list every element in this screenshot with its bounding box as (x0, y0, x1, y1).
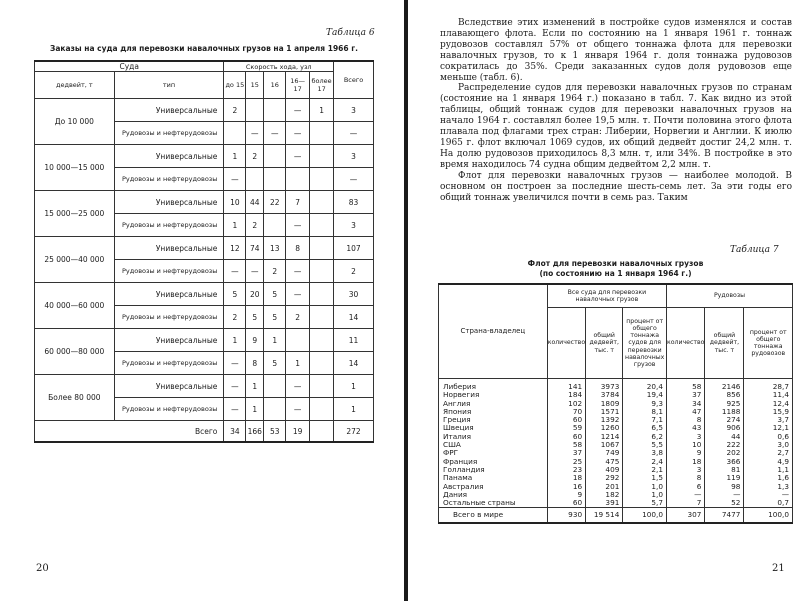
header-speed-5: более 17 (310, 72, 334, 99)
value-cell: 18 (547, 474, 585, 482)
value-cell: 1,3 (744, 483, 793, 491)
header-total: Всего (334, 61, 374, 99)
value-cell: 0,7 (744, 499, 793, 508)
total-cell: 3 (334, 214, 374, 237)
right-page (408, 0, 812, 601)
value-cell: 43 (666, 424, 704, 432)
total-value: 100,0 (623, 508, 667, 524)
type-cell: Универсальные (114, 237, 224, 260)
total-label: Всего в мире (439, 508, 548, 524)
value-cell: — (224, 398, 246, 421)
value-cell: 58 (547, 441, 585, 449)
table-row (35, 375, 374, 398)
value-cell: 5 (224, 283, 246, 306)
value-cell: 292 (586, 474, 623, 482)
value-cell: 141 (547, 379, 585, 392)
type-cell: Рудовозы и нефтерудовозы (114, 168, 224, 191)
page-number-left: 20 (36, 563, 49, 574)
value-cell (310, 214, 334, 237)
value-cell: 7,1 (623, 416, 667, 424)
paragraph: Флот для перевозки навалочных грузов — наиболее молодой. В основном он построен за последние шесть-семь лет. За эти годы его общий тоннаж увеличился почти в семь раз. Таким (440, 170, 792, 203)
value-cell: 475 (586, 458, 623, 466)
value-cell: 11,4 (744, 391, 793, 399)
header-ore-carriers: Рудовозы (666, 284, 792, 308)
value-cell (310, 145, 334, 168)
header-country: Страна-владелец (439, 284, 548, 379)
paragraph: Распределение судов для перевозки навалочных грузов по странам (состояние на 1 января 1964 г.) показано в табл. 7. Как видно из этой таблицы, общий тоннаж судов для перевозки навалочных грузов на начало 1964 г. составлял более 19,5 млн. т. Почти половина этого флота плавала под флагами трех стран: Либерии, Норвегии и Англии. К июлю 1965 г. флот включал 1069 судов, их общий дедвейт достиг 24,2 млн. т. На долю рудовозов приходилось 8,3 млн. т, или 34%. В постройке в это время находилось 74 судна общим дедвейтом 2,2 млн. т. (440, 83, 792, 170)
value-cell: 925 (705, 400, 744, 408)
table-row (35, 329, 374, 352)
value-cell: 3973 (586, 379, 623, 392)
value-cell: — (224, 375, 246, 398)
value-cell: 1 (246, 398, 264, 421)
header-speed-4: 16—17 (286, 72, 310, 99)
value-cell: 2,4 (623, 458, 667, 466)
type-cell: Рудовозы и нефтерудовозы (114, 260, 224, 283)
value-cell: 1067 (586, 441, 623, 449)
value-cell: 5 (246, 306, 264, 329)
value-cell: 37 (666, 391, 704, 399)
type-cell: Универсальные (114, 191, 224, 214)
value-cell (264, 99, 286, 122)
value-cell (310, 168, 334, 191)
value-cell: 2,7 (744, 449, 793, 457)
value-cell: 6 (666, 483, 704, 491)
value-cell: 1 (224, 329, 246, 352)
header-dwt: дедвейт, т (35, 72, 115, 99)
value-cell: 5 (264, 352, 286, 375)
table-7-title-line2: (по состоянию на 1 января 1964 г.) (539, 269, 692, 278)
value-cell: 20 (246, 283, 264, 306)
header-speed-2: 15 (246, 72, 264, 99)
total-cell: 14 (334, 306, 374, 329)
value-cell: 1 (264, 329, 286, 352)
total-value: 34 (224, 421, 246, 443)
header-ore-dwt: общий дедвейт, тыс. т (705, 308, 744, 379)
value-cell: 98 (705, 483, 744, 491)
value-cell: 4,9 (744, 458, 793, 466)
total-value: 19 (286, 421, 310, 443)
dwt-cell: До 10 000 (35, 99, 115, 145)
total-value: 7477 (705, 508, 744, 524)
value-cell: — (286, 260, 310, 283)
paragraph: Вследствие этих изменений в постройке судов изменялся и состав плавающего флота. Если по состоянию на 1 января 1961 г. тоннаж рудовозов составлял 57% от общего тоннажа флота для перевозки навалочных грузов, то к 1 января 1964 г. доля тоннажа рудовозов сократилась до 35%. Среди заказанных судов доля рудовозов еще меньше (табл. 6). (440, 18, 792, 83)
header-all-ships: Все суда для перевозки навалочных грузов (547, 284, 666, 308)
value-cell: 7 (666, 499, 704, 508)
value-cell: 16 (547, 483, 585, 491)
table-6 (34, 60, 374, 443)
type-cell: Универсальные (114, 145, 224, 168)
value-cell: 1 (286, 352, 310, 375)
value-cell (310, 329, 334, 352)
value-cell: 102 (547, 400, 585, 408)
value-cell: 74 (246, 237, 264, 260)
value-cell: 58 (666, 379, 704, 392)
value-cell: 391 (586, 499, 623, 508)
total-value: 100,0 (744, 508, 793, 524)
value-cell (310, 237, 334, 260)
value-cell: — (246, 260, 264, 283)
value-cell: 20,4 (623, 379, 667, 392)
value-cell: 81 (705, 466, 744, 474)
value-cell (310, 260, 334, 283)
value-cell: — (264, 122, 286, 145)
country-cell: США (439, 441, 548, 449)
value-cell: 2 (224, 99, 246, 122)
country-cell: Австралия (439, 483, 548, 491)
table-row (439, 499, 793, 508)
country-cell: Япония (439, 408, 548, 416)
left-page (0, 0, 404, 601)
value-cell: 906 (705, 424, 744, 432)
dwt-cell: 60 000—80 000 (35, 329, 115, 375)
table-row (35, 99, 374, 122)
total-label: Всего (35, 421, 224, 443)
country-cell: Греция (439, 416, 548, 424)
value-cell: 10 (224, 191, 246, 214)
value-cell (264, 375, 286, 398)
type-cell: Универсальные (114, 375, 224, 398)
value-cell: 1 (224, 145, 246, 168)
value-cell: 7 (286, 191, 310, 214)
value-cell: 60 (547, 499, 585, 508)
total-value: 307 (666, 508, 704, 524)
table-7-number: Таблица 7 (730, 245, 779, 255)
value-cell: — (224, 260, 246, 283)
value-cell: 1260 (586, 424, 623, 432)
value-cell: 18 (666, 458, 704, 466)
value-cell (246, 99, 264, 122)
value-cell: 1809 (586, 400, 623, 408)
total-value: 166 (246, 421, 264, 443)
total-cell: 14 (334, 352, 374, 375)
value-cell (264, 168, 286, 191)
value-cell: 5,7 (623, 499, 667, 508)
value-cell: 1,0 (623, 483, 667, 491)
value-cell: — (286, 398, 310, 421)
table-6-title: Заказы на суда для перевозки навалочных грузов на 1 апреля 1966 г. (50, 44, 358, 53)
value-cell: 23 (547, 466, 585, 474)
header-dwt: общий дедвейт, тыс. т (586, 308, 623, 379)
total-row (35, 421, 374, 443)
value-cell: 201 (586, 483, 623, 491)
value-cell (310, 375, 334, 398)
total-cell: 3 (334, 145, 374, 168)
value-cell: 28,7 (744, 379, 793, 392)
value-cell: — (224, 168, 246, 191)
value-cell: 12,4 (744, 400, 793, 408)
value-cell: 9 (547, 491, 585, 499)
value-cell: — (666, 491, 704, 499)
country-cell: Панама (439, 474, 548, 482)
country-cell: Норвегия (439, 391, 548, 399)
value-cell (264, 214, 286, 237)
type-cell: Рудовозы и нефтерудовозы (114, 122, 224, 145)
table-7-title-line1: Флот для перевозки навалочных грузов (527, 259, 704, 268)
value-cell: 182 (586, 491, 623, 499)
value-cell: 3,0 (744, 441, 793, 449)
value-cell: 1 (310, 99, 334, 122)
value-cell (264, 145, 286, 168)
country-cell: ФРГ (439, 449, 548, 457)
country-cell: Голландия (439, 466, 548, 474)
country-cell: Франция (439, 458, 548, 466)
value-cell: 9 (666, 449, 704, 457)
dwt-cell: Более 80 000 (35, 375, 115, 421)
total-value: 19 514 (586, 508, 623, 524)
value-cell: 34 (666, 400, 704, 408)
value-cell: 202 (705, 449, 744, 457)
dwt-cell: 10 000—15 000 (35, 145, 115, 191)
dwt-cell: 40 000—60 000 (35, 283, 115, 329)
header-speed-1: до 15 (224, 72, 246, 99)
header-ships: Суда (35, 61, 224, 72)
value-cell: 222 (705, 441, 744, 449)
value-cell: 5 (264, 306, 286, 329)
table-row (35, 191, 374, 214)
table-6-number: Таблица 6 (326, 28, 375, 38)
value-cell: 60 (547, 416, 585, 424)
value-cell: 8 (246, 352, 264, 375)
header-speed: Скорость хода, узл (224, 61, 334, 72)
total-cell: 2 (334, 260, 374, 283)
type-cell: Универсальные (114, 329, 224, 352)
value-cell: 3784 (586, 391, 623, 399)
value-cell: 19,4 (623, 391, 667, 399)
value-cell: 366 (705, 458, 744, 466)
total-value: 272 (334, 421, 374, 443)
value-cell: 47 (666, 408, 704, 416)
value-cell: — (224, 352, 246, 375)
value-cell (310, 352, 334, 375)
total-cell: 3 (334, 99, 374, 122)
value-cell: 3 (666, 433, 704, 441)
value-cell: 1571 (586, 408, 623, 416)
value-cell: 13 (264, 237, 286, 260)
total-cell: 11 (334, 329, 374, 352)
value-cell: 2 (264, 260, 286, 283)
value-cell: 2 (246, 145, 264, 168)
value-cell: 8 (666, 474, 704, 482)
value-cell: 184 (547, 391, 585, 399)
value-cell: 1,1 (744, 466, 793, 474)
value-cell: 1 (246, 375, 264, 398)
country-cell: Италия (439, 433, 548, 441)
dwt-cell: 25 000—40 000 (35, 237, 115, 283)
total-row (439, 508, 793, 524)
value-cell (224, 122, 246, 145)
total-cell: 107 (334, 237, 374, 260)
value-cell: 44 (246, 191, 264, 214)
total-value (310, 421, 334, 443)
total-cell: 1 (334, 398, 374, 421)
value-cell: 1,6 (744, 474, 793, 482)
total-cell: 30 (334, 283, 374, 306)
value-cell: 749 (586, 449, 623, 457)
header-ore-qty: количество (666, 308, 704, 379)
value-cell: 5 (264, 283, 286, 306)
value-cell: — (246, 122, 264, 145)
dwt-cell: 15 000—25 000 (35, 191, 115, 237)
body-text (440, 18, 792, 203)
value-cell: 70 (547, 408, 585, 416)
value-cell: 10 (666, 441, 704, 449)
value-cell: 2 (286, 306, 310, 329)
value-cell: 9 (246, 329, 264, 352)
header-type: тип (114, 72, 224, 99)
type-cell: Рудовозы и нефтерудовозы (114, 214, 224, 237)
value-cell (246, 168, 264, 191)
value-cell: — (286, 145, 310, 168)
value-cell (310, 122, 334, 145)
value-cell: 1,5 (623, 474, 667, 482)
value-cell: — (286, 283, 310, 306)
value-cell (286, 168, 310, 191)
value-cell: 2146 (705, 379, 744, 392)
total-cell: — (334, 168, 374, 191)
value-cell: 3,7 (744, 416, 793, 424)
header-speed-3: 16 (264, 72, 286, 99)
value-cell (310, 191, 334, 214)
type-cell: Универсальные (114, 99, 224, 122)
header-pct: процент от общего тоннажа судов для перевозки навалочных грузов (623, 308, 667, 379)
value-cell: 3 (666, 466, 704, 474)
value-cell: 1392 (586, 416, 623, 424)
country-cell: Остальные страны (439, 499, 548, 508)
value-cell: 37 (547, 449, 585, 457)
value-cell: 1 (224, 214, 246, 237)
value-cell: 1214 (586, 433, 623, 441)
value-cell: 1188 (705, 408, 744, 416)
country-cell: Либерия (439, 379, 548, 392)
value-cell: 22 (264, 191, 286, 214)
value-cell: 6,2 (623, 433, 667, 441)
country-cell: Дания (439, 491, 548, 499)
type-cell: Рудовозы и нефтерудовозы (114, 306, 224, 329)
total-cell: — (334, 122, 374, 145)
table-row (35, 145, 374, 168)
value-cell: — (286, 122, 310, 145)
country-cell: Швеция (439, 424, 548, 432)
value-cell: 52 (705, 499, 744, 508)
value-cell: — (286, 375, 310, 398)
type-cell: Универсальные (114, 283, 224, 306)
value-cell: 2 (224, 306, 246, 329)
value-cell: — (705, 491, 744, 499)
header-qty: количество (547, 308, 585, 379)
total-value: 930 (547, 508, 585, 524)
type-cell: Рудовозы и нефтерудовозы (114, 398, 224, 421)
country-cell: Англия (439, 400, 548, 408)
total-cell: 1 (334, 375, 374, 398)
value-cell: — (744, 491, 793, 499)
value-cell: 6,5 (623, 424, 667, 432)
value-cell: 25 (547, 458, 585, 466)
value-cell: 59 (547, 424, 585, 432)
value-cell: 44 (705, 433, 744, 441)
value-cell: 0,6 (744, 433, 793, 441)
value-cell: 9,3 (623, 400, 667, 408)
header-ore-pct: процент от общего тоннажа рудовозов (744, 308, 793, 379)
value-cell: 12,1 (744, 424, 793, 432)
value-cell: 1,0 (623, 491, 667, 499)
value-cell (310, 398, 334, 421)
value-cell: — (286, 99, 310, 122)
page-number-right: 21 (772, 563, 785, 574)
total-value: 53 (264, 421, 286, 443)
value-cell: 2 (246, 214, 264, 237)
value-cell: 15,9 (744, 408, 793, 416)
table-row (35, 237, 374, 260)
value-cell: 8 (286, 237, 310, 260)
value-cell: 5,5 (623, 441, 667, 449)
value-cell: 119 (705, 474, 744, 482)
value-cell (286, 329, 310, 352)
value-cell: 274 (705, 416, 744, 424)
total-cell: 83 (334, 191, 374, 214)
value-cell: 3,8 (623, 449, 667, 457)
value-cell: 60 (547, 433, 585, 441)
value-cell: 8 (666, 416, 704, 424)
type-cell: Рудовозы и нефтерудовозы (114, 352, 224, 375)
value-cell: 409 (586, 466, 623, 474)
table-row (35, 283, 374, 306)
value-cell: 8,1 (623, 408, 667, 416)
value-cell: — (286, 214, 310, 237)
value-cell: 856 (705, 391, 744, 399)
value-cell (264, 398, 286, 421)
value-cell: 2,1 (623, 466, 667, 474)
value-cell: 12 (224, 237, 246, 260)
table-7 (438, 283, 793, 524)
value-cell (310, 283, 334, 306)
value-cell (310, 306, 334, 329)
